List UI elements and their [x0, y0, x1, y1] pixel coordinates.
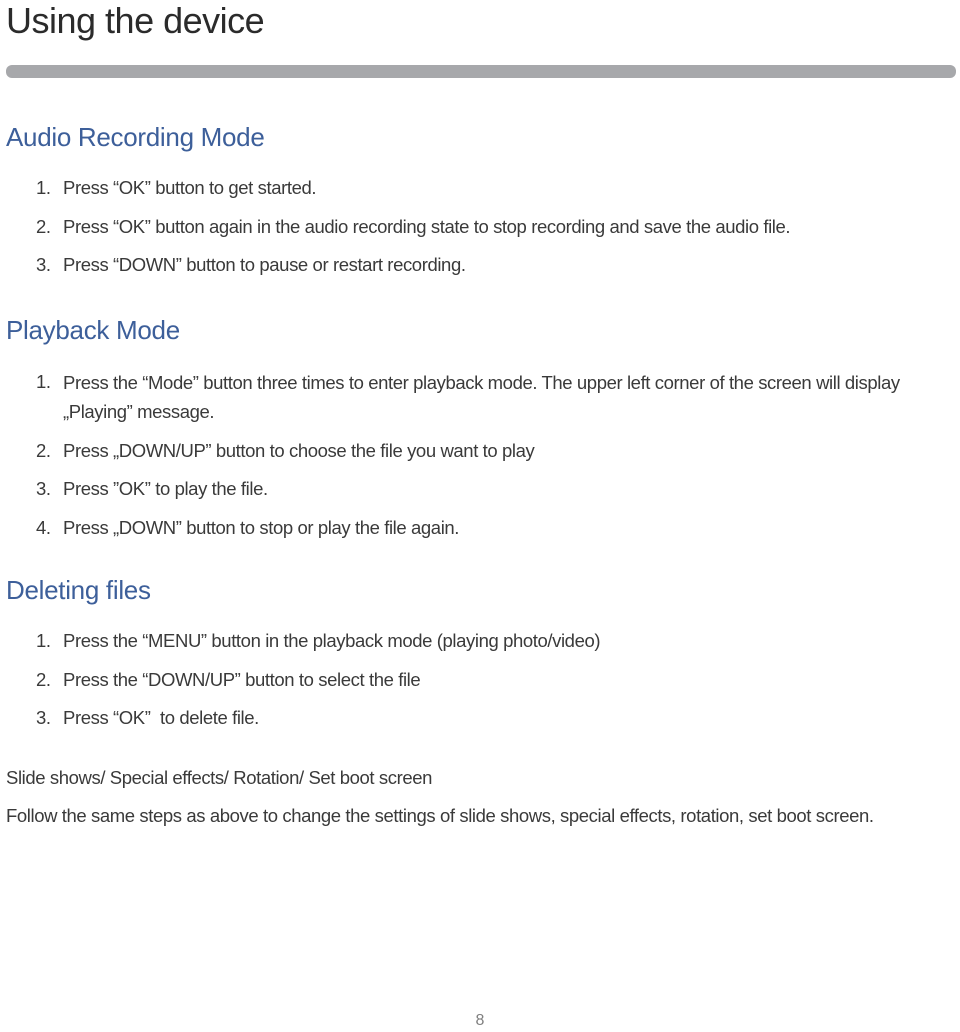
list-item [36, 437, 936, 465]
step-number: 2. [36, 668, 51, 690]
step-number: 2. [36, 215, 51, 237]
section-heading-deleting-files: Deleting files [6, 575, 151, 605]
list-item [36, 475, 936, 503]
step-text: Press “DOWN” button to pause or restart recording. [63, 254, 466, 275]
step-text: Press the “Mode” button three times to enter playback mode. The upper left corner of the screen will display „Playing” message. [63, 372, 900, 422]
step-text: Press “OK” button again in the audio recording state to stop recording and save the audio file. [63, 215, 791, 237]
step-number: 3. [36, 707, 51, 728]
list-item [36, 251, 790, 279]
list-item [36, 704, 600, 732]
step-text: Press „DOWN/UP” button to choose the file you want to play [63, 439, 535, 461]
step-number: 4. [36, 516, 51, 538]
deleting-files-steps [36, 627, 600, 743]
list-item [36, 666, 600, 694]
step-number: 1. [36, 177, 51, 198]
list-item [36, 174, 790, 202]
title-divider [6, 65, 956, 78]
step-text: Press the “MENU” button in the playback mode (playing photo/video) [63, 630, 601, 651]
list-item [36, 514, 936, 542]
list-item [36, 368, 936, 426]
page-title: Using the device [6, 0, 265, 41]
step-number: 3. [36, 254, 51, 275]
step-number: 3. [36, 478, 51, 499]
slide-shows-subheading: Slide shows/ Special effects/ Rotation/ Set boot screen [6, 767, 433, 788]
step-number: 1. [36, 371, 51, 392]
audio-recording-steps [36, 174, 790, 290]
page-number: 8 [475, 1012, 485, 1029]
step-number: 2. [36, 439, 51, 461]
step-text: Press „DOWN” button to stop or play the file again. [63, 516, 460, 538]
step-text: Press the “DOWN/UP” button to select the file [63, 668, 421, 690]
step-number: 1. [36, 630, 51, 651]
list-item [36, 213, 790, 241]
step-text: Press ”OK” to play the file. [63, 478, 268, 499]
step-text: Press “OK” button to get started. [63, 177, 317, 198]
step-text: Press “OK” to delete file. [63, 707, 259, 728]
playback-mode-steps [36, 368, 936, 552]
section-heading-audio-recording: Audio Recording Mode [6, 122, 265, 152]
section-heading-playback-mode: Playback Mode [6, 315, 180, 345]
settings-note: Follow the same steps as above to change the settings of slide shows, special effects, rotation, set boot screen. [6, 805, 874, 826]
list-item [36, 627, 600, 655]
